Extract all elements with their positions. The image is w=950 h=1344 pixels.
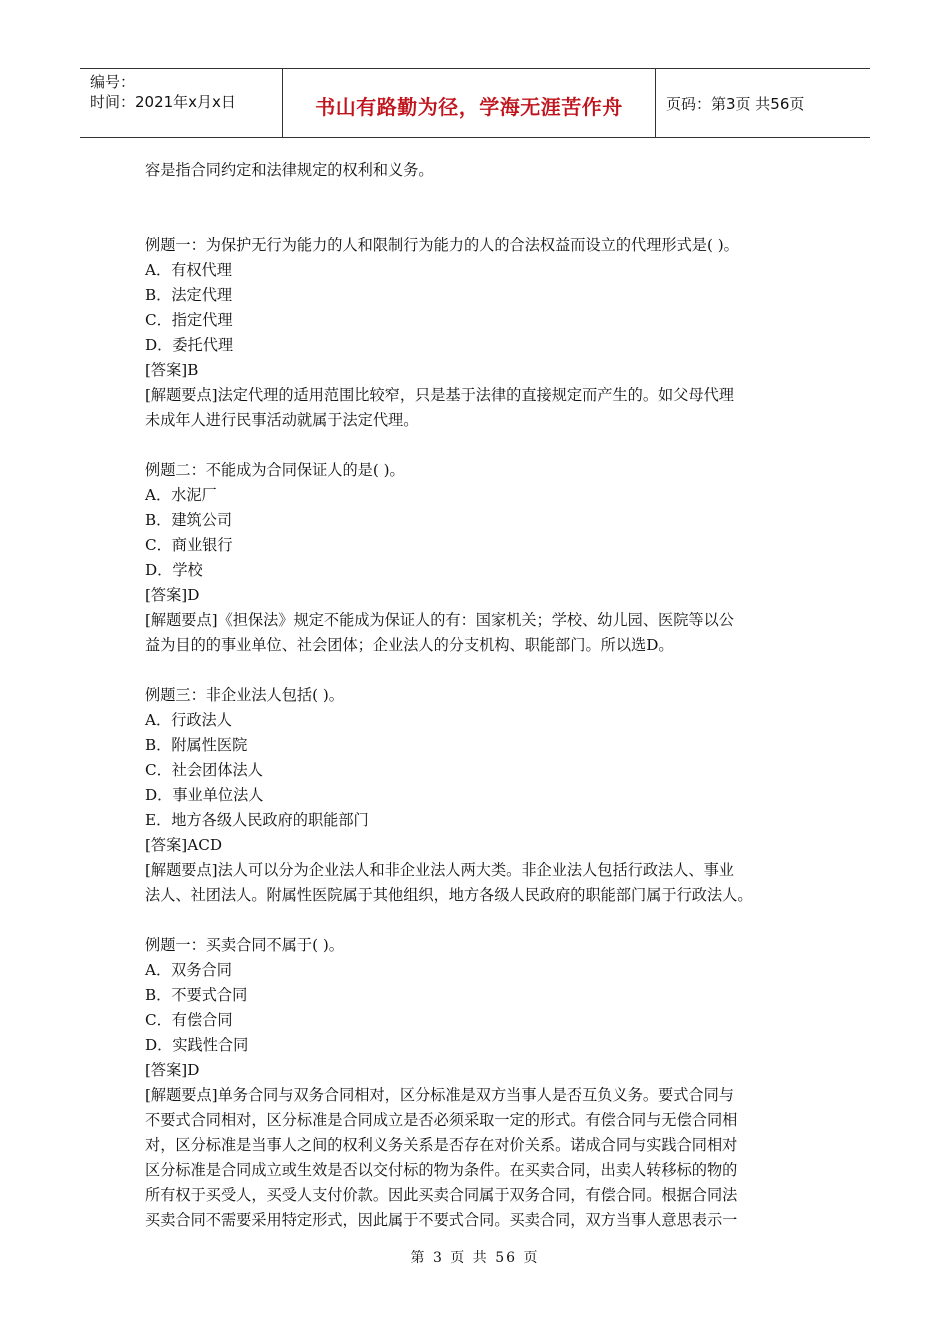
page-footer: 第 3 页 共 56 页 — [410, 1250, 540, 1266]
option: B．法定代理 — [145, 286, 233, 304]
header-motto-cell — [283, 69, 656, 137]
analysis-line: 益为目的的事业单位、社会团体；企业法人的分支机构、职能部门。所以选D。 — [145, 636, 674, 654]
header-meta-cell — [80, 69, 283, 137]
question-stem: 例题一：买卖合同不属于( )。 — [145, 936, 344, 954]
spacer — [145, 908, 810, 933]
answer: [答案]ACD — [145, 836, 222, 854]
question-stem: 例题三：非企业法人包括( )。 — [145, 686, 344, 704]
option: B．建筑公司 — [145, 511, 233, 529]
spacer — [145, 183, 810, 233]
analysis-line: [解题要点]单务合同与双务合同相对，区分标准是双方当事人是否互负义务。要式合同与 — [145, 1086, 734, 1104]
option: B．不要式合同 — [145, 986, 248, 1004]
header-motto: 书山有路勤为径，学海无涯苦作舟 — [315, 95, 623, 119]
option: A．有权代理 — [145, 261, 232, 279]
header-page-cell — [656, 69, 870, 137]
analysis-line: 所有权于买受人，买受人支付价款。因此买卖合同属于双务合同，有偿合同。根据合同法 — [145, 1186, 738, 1204]
page-header — [80, 68, 870, 138]
document-number-label: 编号： — [90, 73, 136, 91]
document-body — [145, 158, 810, 1233]
option: D．委托代理 — [145, 336, 234, 354]
answer: [答案]B — [145, 361, 199, 379]
option: A．行政法人 — [145, 711, 232, 729]
spacer — [145, 433, 810, 458]
answer: [答案]D — [145, 1061, 200, 1079]
header-page-info: 页码：第3页 共56页 — [666, 95, 805, 113]
analysis-line: 未成年人进行民事活动就属于法定代理。 — [145, 411, 419, 429]
option: C．社会团体法人 — [145, 761, 263, 779]
analysis-line: [解题要点]法人可以分为企业法人和非企业法人两大类。非企业法人包括行政法人、事业 — [145, 861, 734, 879]
analysis-line: 不要式合同相对，区分标准是合同成立是否必须采取一定的形式。有偿合同与无偿合同相 — [145, 1111, 738, 1129]
option: D．学校 — [145, 561, 203, 579]
question-stem: 例题一：为保护无行为能力的人和限制行为能力的人的合法权益而设立的代理形式是( )。 — [145, 236, 739, 254]
option: D．实践性合同 — [145, 1036, 249, 1054]
document-date: 时间：2021年x月x日 — [90, 93, 236, 111]
analysis-line: 买卖合同不需要采用特定形式，因此属于不要式合同。买卖合同，双方当事人意思表示一 — [145, 1211, 738, 1229]
intro-line: 容是指合同约定和法律规定的权利和义务。 — [145, 161, 434, 179]
option: B．附属性医院 — [145, 736, 248, 754]
analysis-line: [解题要点]《担保法》规定不能成为保证人的有：国家机关；学校、幼儿园、医院等以公 — [145, 611, 734, 629]
analysis-line: 区分标准是合同成立或生效是否以交付标的物为条件。在买卖合同，出卖人转移标的物的 — [145, 1161, 738, 1179]
analysis-line: 对，区分标准是当事人之间的权利义务关系是否存在对价关系。诺成合同与实践合同相对 — [145, 1136, 738, 1154]
spacer — [145, 658, 810, 683]
question-stem: 例题二：不能成为合同保证人的是( )。 — [145, 461, 405, 479]
option: A．水泥厂 — [145, 486, 217, 504]
option: C．商业银行 — [145, 536, 233, 554]
analysis-line: [解题要点]法定代理的适用范围比较窄，只是基于法律的直接规定而产生的。如父母代理 — [145, 386, 734, 404]
option: E．地方各级人民政府的职能部门 — [145, 811, 369, 829]
option: C．指定代理 — [145, 311, 233, 329]
option: A．双务合同 — [145, 961, 232, 979]
analysis-line: 法人、社团法人。附属性医院属于其他组织，地方各级人民政府的职能部门属于行政法人。 — [145, 886, 753, 904]
option: D．事业单位法人 — [145, 786, 264, 804]
option: C．有偿合同 — [145, 1011, 233, 1029]
answer: [答案]D — [145, 586, 200, 604]
